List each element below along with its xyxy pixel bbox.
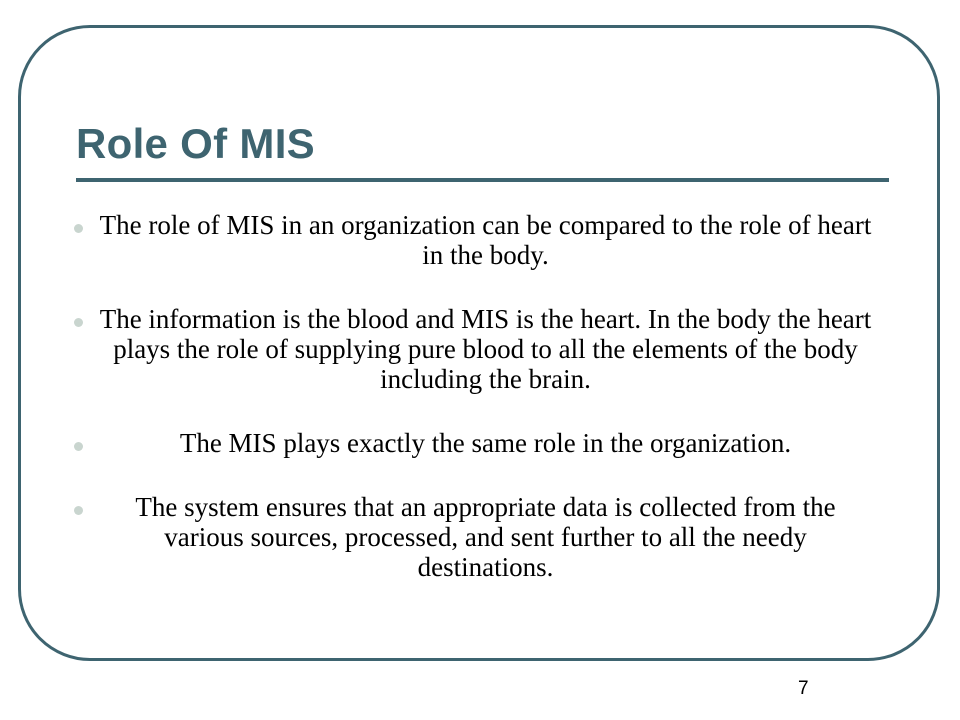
bullet-dot-icon (74, 318, 83, 327)
slide-title: Role Of MIS (76, 120, 315, 167)
bullet-dot-icon (74, 224, 83, 233)
bullet-list (64, 210, 874, 616)
bullet-item (64, 492, 874, 582)
bullet-dot-icon (74, 506, 83, 515)
bullet-text: The system ensures that an appropriate data is collected from the various sources, processed, and sent further to all the needy destinations. (135, 492, 836, 582)
bullet-item (64, 428, 874, 458)
title-underline (76, 178, 889, 182)
bullet-item (64, 210, 874, 270)
page-number: 7 (798, 678, 809, 699)
bullet-text: The information is the blood and MIS is the heart. In the body the heart plays the role of supplying pure blood to all the elements of the body including the brain. (99, 304, 872, 394)
bullet-item (64, 304, 874, 394)
bullet-text: The MIS plays exactly the same role in the organization. (179, 428, 792, 458)
bullet-dot-icon (74, 442, 83, 451)
bullet-text: The role of MIS in an organization can be compared to the role of heart in the body. (99, 210, 872, 270)
